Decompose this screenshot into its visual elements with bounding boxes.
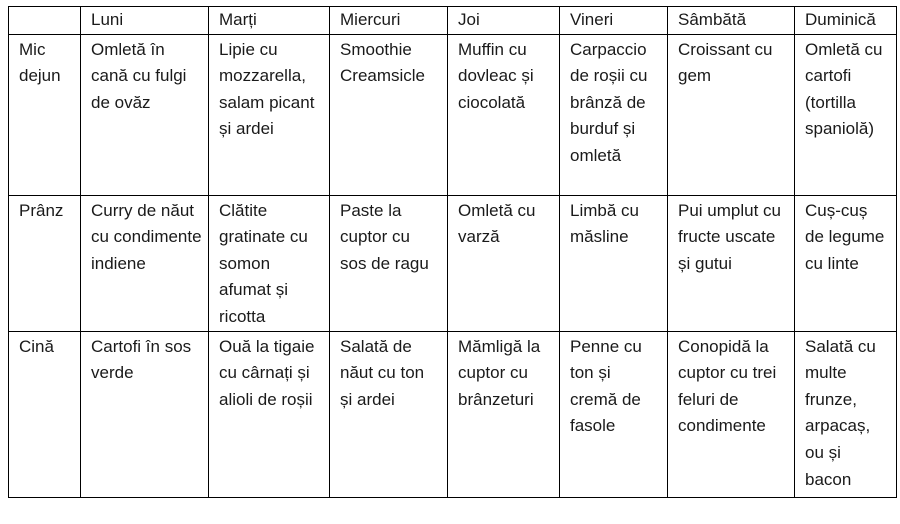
day-header: Vineri [560,7,668,35]
meal-row-label: Prânz [9,195,81,331]
meal-cell: Mămligă la cuptor cu brânzeturi [448,331,560,497]
meal-cell: Conopidă la cuptor cu trei feluri de condimente [668,331,795,497]
meal-cell: Croissant cu gem [668,34,795,195]
meal-cell: Salată de năut cu ton și ardei [330,331,448,497]
table-row [9,331,897,497]
day-header: Miercuri [330,7,448,35]
meal-plan-table [8,6,897,498]
header-row [9,7,897,35]
day-header: Luni [81,7,209,35]
meal-cell: Omletă în cană cu fulgi de ovăz [81,34,209,195]
meal-cell: Muffin cu dovleac și ciocolată [448,34,560,195]
meal-cell: Ouă la tigaie cu cârnați și alioli de roșii [209,331,330,497]
day-header: Joi [448,7,560,35]
meal-cell: Salată cu multe frunze, arpacaș, ou și bacon [795,331,897,497]
meal-cell: Carpaccio de roșii cu brânză de burduf și omletă [560,34,668,195]
meal-cell: Lipie cu mozzarella, salam picant și ardei [209,34,330,195]
meal-cell: Omletă cu varză [448,195,560,331]
meal-cell: Curry de năut cu condimente indiene [81,195,209,331]
meal-row-label: Mic dejun [9,34,81,195]
meal-cell: Cuș-cuș de legume cu linte [795,195,897,331]
meal-cell: Penne cu ton și cremă de fasole [560,331,668,497]
table-row [9,34,897,195]
table-row [9,195,897,331]
meal-cell: Clătite gratinate cu somon afumat și ricotta [209,195,330,331]
meal-cell: Paste la cuptor cu sos de ragu [330,195,448,331]
day-header: Duminică [795,7,897,35]
meal-cell: Limbă cu măsline [560,195,668,331]
meal-cell: Smoothie Creamsicle [330,34,448,195]
meal-cell: Pui umplut cu fructe uscate și gutui [668,195,795,331]
meal-cell: Omletă cu cartofi (tortilla spaniolă) [795,34,897,195]
meal-cell: Cartofi în sos verde [81,331,209,497]
meal-row-label: Cină [9,331,81,497]
day-header: Sâmbătă [668,7,795,35]
corner-cell [9,7,81,35]
day-header: Marți [209,7,330,35]
document-page [8,6,897,498]
